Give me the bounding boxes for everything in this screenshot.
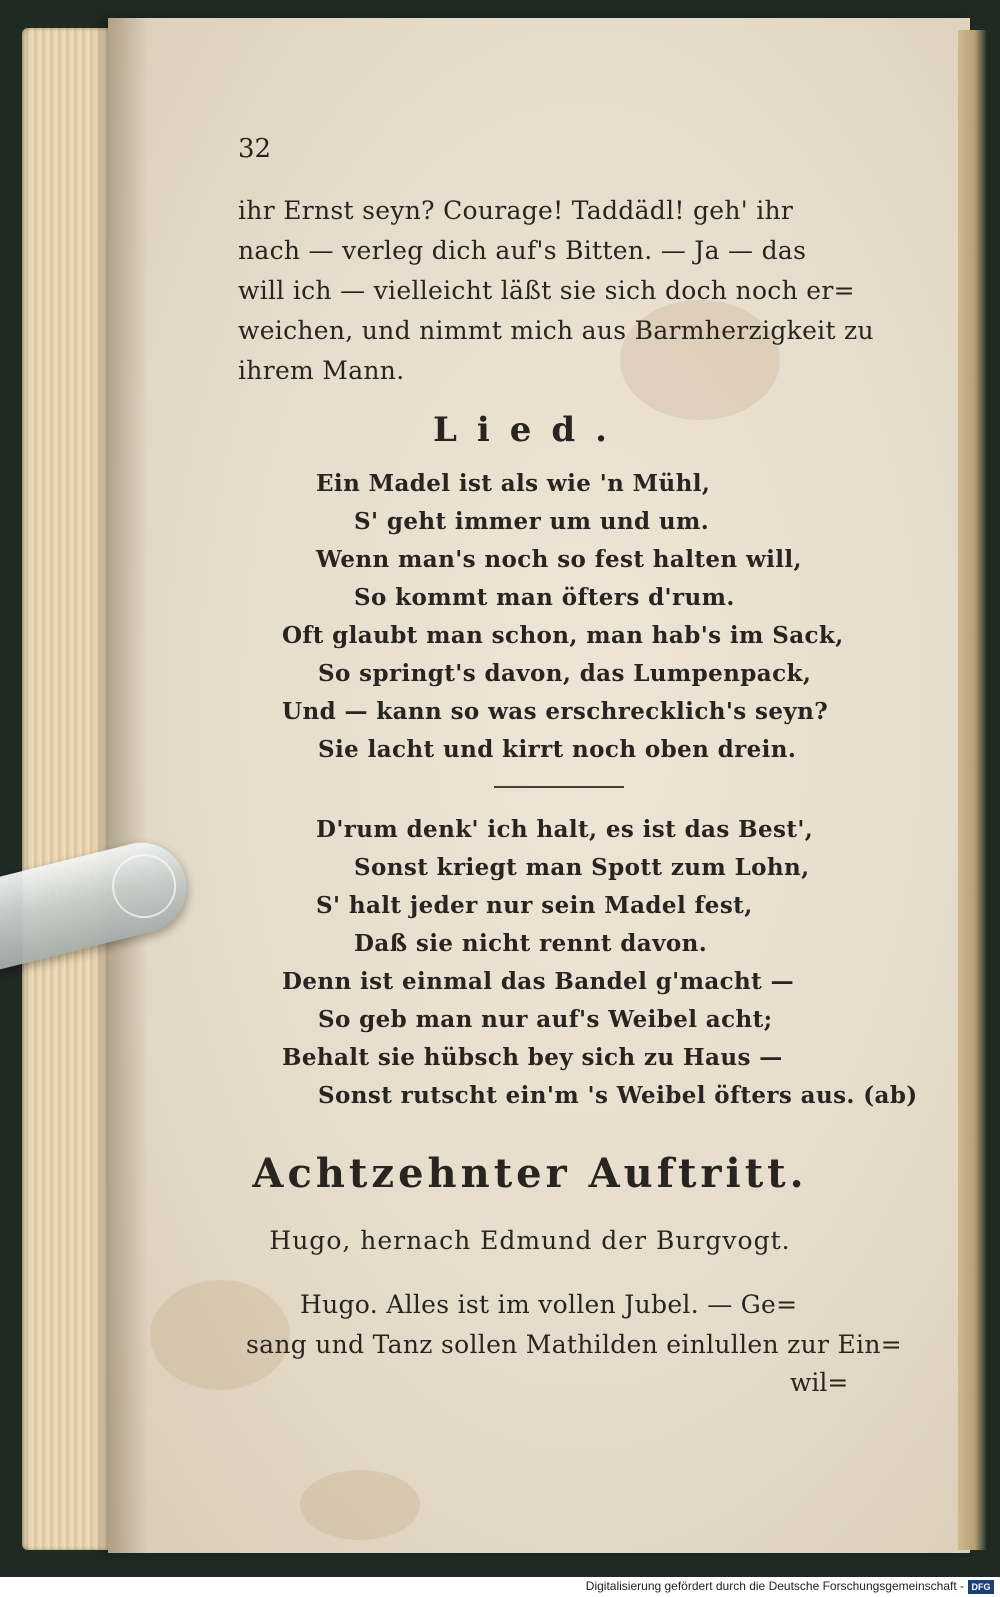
verse-line: Oft glaubt man schon, man hab's im Sack,: [282, 622, 844, 649]
prose-line: ihrem Mann.: [238, 356, 405, 385]
verse-line: S' geht immer um und um.: [354, 508, 710, 535]
verse-line: Wenn man's noch so fest halten will,: [316, 546, 802, 573]
prose-line: weichen, und nimmt mich aus Barmherzigkeit zu: [238, 316, 874, 345]
verse-line: Und — kann so was erschrecklich's seyn?: [282, 698, 829, 725]
dialogue-line: sang und Tanz sollen Mathilden einlullen zur Ein=: [246, 1330, 902, 1359]
dialogue-line: Hugo. Alles ist im vollen Jubel. — Ge=: [300, 1290, 798, 1319]
verse-line: D'rum denk' ich halt, es ist das Best',: [316, 816, 814, 843]
paper-stain: [300, 1470, 420, 1540]
verse-line: So springt's davon, das Lumpenpack,: [318, 660, 812, 687]
page-number: 32: [238, 134, 272, 164]
verse-line: S' halt jeder nur sein Madel fest,: [316, 892, 753, 919]
verse-line: Behalt sie hübsch bey sich zu Haus —: [282, 1044, 783, 1071]
verse-line: Sie lacht und kirrt noch oben drein.: [318, 736, 797, 763]
right-page-edge: [958, 30, 986, 1550]
scene-title: Achtzehnter Auftritt.: [252, 1150, 808, 1197]
catchword: wil=: [790, 1368, 849, 1397]
verse-line: So geb man nur auf's Weibel acht;: [318, 1006, 773, 1033]
stanza-divider: [494, 786, 624, 788]
verse-line: Denn ist einmal das Bandel g'macht —: [282, 968, 795, 995]
dfg-logo: DFG: [968, 1580, 994, 1594]
prose-line: nach — verleg dich auf's Bitten. — Ja — das: [238, 236, 807, 265]
verse-line: Sonst rutscht ein'm 's Weibel öfters aus. (ab): [318, 1082, 918, 1109]
verse-line: Ein Madel ist als wie 'n Mühl,: [316, 470, 711, 497]
cast-line: Hugo, hernach Edmund der Burgvogt.: [269, 1226, 791, 1255]
verse-line: Sonst kriegt man Spott zum Lohn,: [354, 854, 810, 881]
verse-line: So kommt man öfters d'rum.: [354, 584, 735, 611]
gutter-shadow: [108, 18, 148, 1553]
song-heading: Lied.: [432, 410, 628, 450]
prose-line: ihr Ernst seyn? Courage! Taddädl! geh' ihr: [238, 196, 794, 225]
footer-credit: Digitalisierung gefördert durch die Deutsche Forschungsgemeinschaft -: [585, 1579, 964, 1593]
prose-line: will ich — vielleicht läßt sie sich doch noch er=: [238, 276, 855, 305]
verse-line: Daß sie nicht rennt davon.: [354, 930, 708, 957]
